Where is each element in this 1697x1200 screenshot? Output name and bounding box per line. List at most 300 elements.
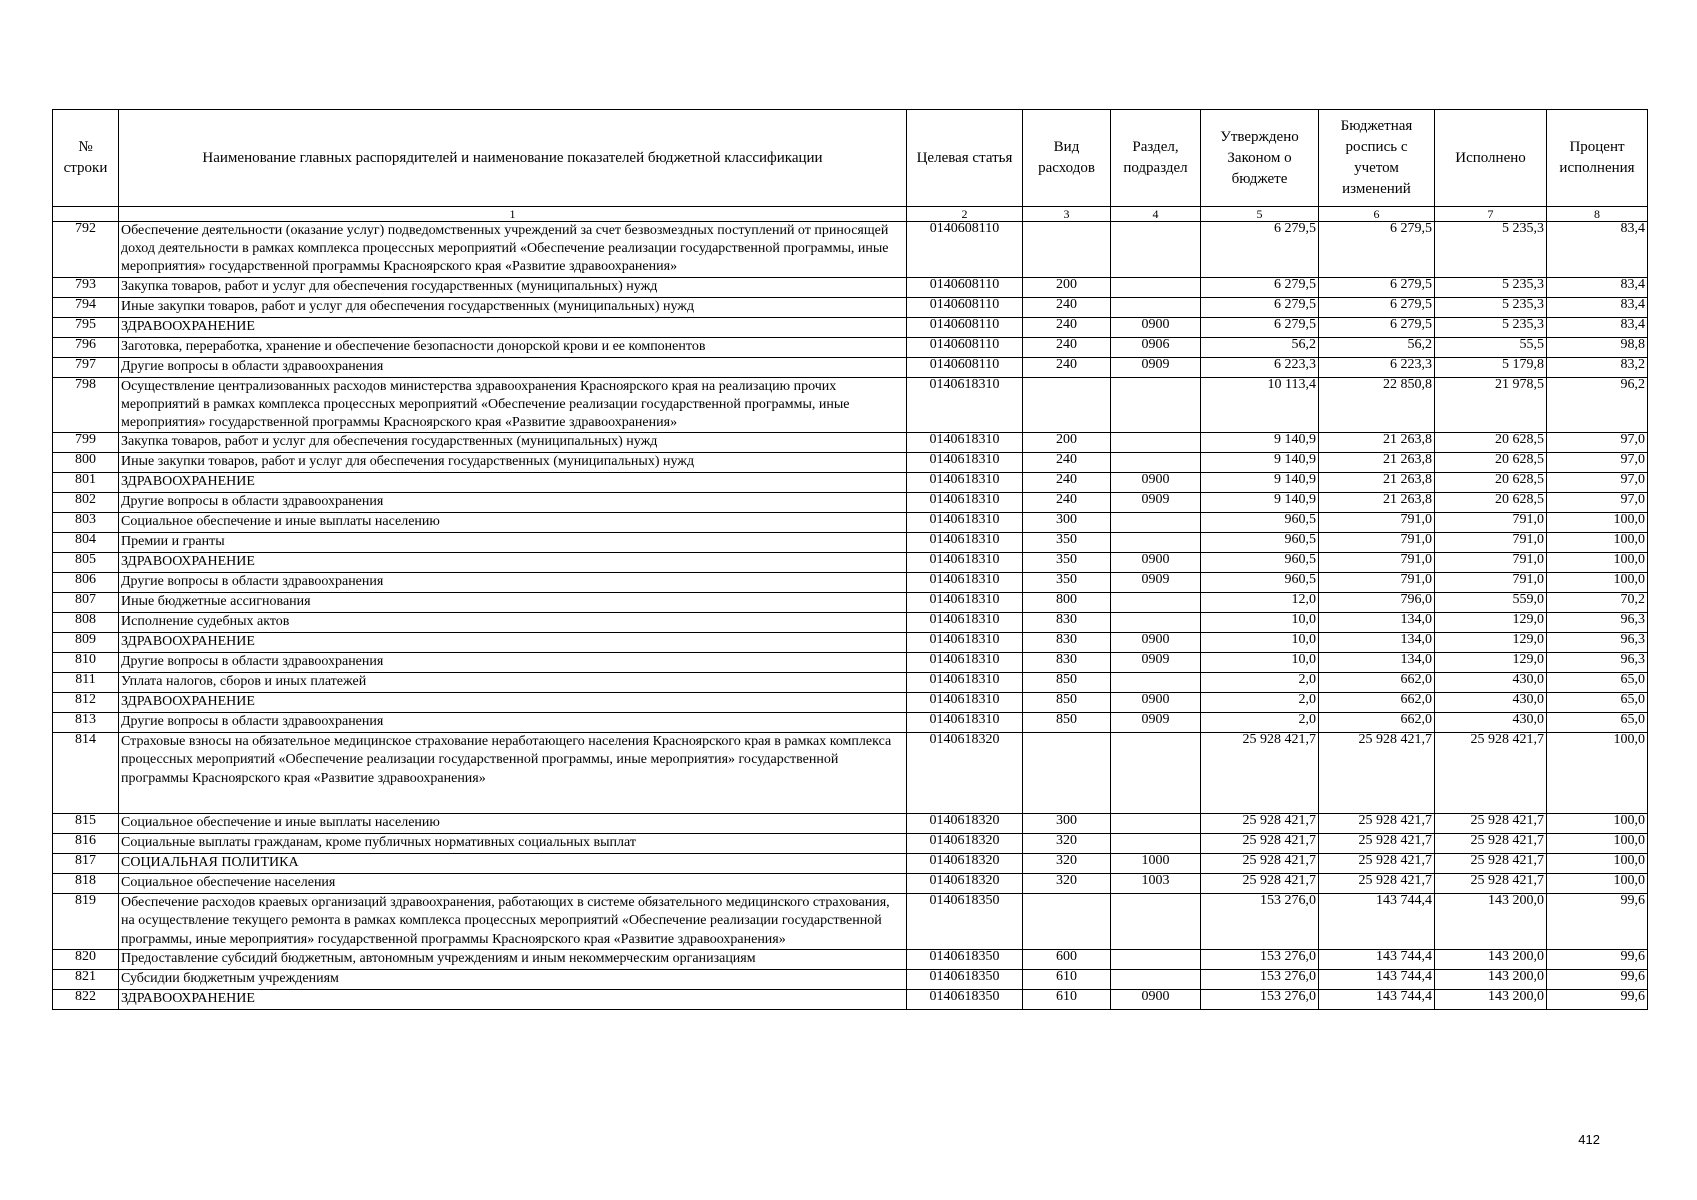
target-article-cell: 0140618320 xyxy=(907,834,1023,854)
section-cell xyxy=(1111,894,1201,950)
section-cell xyxy=(1111,513,1201,533)
row-number-cell: 809 xyxy=(53,633,119,653)
column-number: 2 xyxy=(907,207,1023,222)
approved-amount-cell: 9 140,9 xyxy=(1201,433,1319,453)
expense-kind-cell: 350 xyxy=(1023,553,1111,573)
section-cell: 0909 xyxy=(1111,653,1201,673)
percent-cell: 99,6 xyxy=(1547,949,1648,969)
row-name-cell: Предоставление субсидий бюджетным, автономным учреждениям и иным некоммерческим организациям xyxy=(119,949,907,969)
section-cell xyxy=(1111,533,1201,553)
approved-amount-cell: 25 928 421,7 xyxy=(1201,733,1319,814)
table-row xyxy=(53,673,1648,693)
row-number-cell: 801 xyxy=(53,473,119,493)
percent-cell: 97,0 xyxy=(1547,473,1648,493)
executed-amount-cell: 430,0 xyxy=(1435,713,1547,733)
planned-amount-cell: 143 744,4 xyxy=(1319,949,1435,969)
executed-amount-cell: 791,0 xyxy=(1435,553,1547,573)
table-row xyxy=(53,337,1648,357)
expense-kind-cell: 610 xyxy=(1023,969,1111,989)
percent-cell: 100,0 xyxy=(1547,573,1648,593)
row-name-cell: ЗДРАВООХРАНЕНИЕ xyxy=(119,317,907,337)
expense-kind-cell: 240 xyxy=(1023,453,1111,473)
executed-amount-cell: 430,0 xyxy=(1435,673,1547,693)
target-article-cell: 0140618310 xyxy=(907,573,1023,593)
planned-amount-cell: 56,2 xyxy=(1319,337,1435,357)
section-cell xyxy=(1111,297,1201,317)
page-number: 412 xyxy=(1578,1132,1600,1147)
approved-amount-cell: 10,0 xyxy=(1201,613,1319,633)
percent-cell: 65,0 xyxy=(1547,673,1648,693)
row-name-cell: Осуществление централизованных расходов министерства здравоохранения Красноярского края на реализацию прочих мероприятий в рамках комплекса процессных мероприятий «Обеспечение реализации государственной программы, иные мероприятия» государственной программы Красноярского края «Развитие здравоохранения» xyxy=(119,377,907,433)
percent-cell: 97,0 xyxy=(1547,493,1648,513)
section-cell: 1003 xyxy=(1111,874,1201,894)
header-percent: Процент исполнения xyxy=(1547,110,1648,207)
section-cell xyxy=(1111,433,1201,453)
row-number-cell: 813 xyxy=(53,713,119,733)
planned-amount-cell: 25 928 421,7 xyxy=(1319,854,1435,874)
planned-amount-cell: 21 263,8 xyxy=(1319,433,1435,453)
planned-amount-cell: 6 279,5 xyxy=(1319,222,1435,278)
percent-cell: 99,6 xyxy=(1547,894,1648,950)
table-row xyxy=(53,989,1648,1009)
approved-amount-cell: 6 223,3 xyxy=(1201,357,1319,377)
percent-cell: 98,8 xyxy=(1547,337,1648,357)
table-row xyxy=(53,453,1648,473)
percent-cell: 70,2 xyxy=(1547,593,1648,613)
table-row xyxy=(53,874,1648,894)
executed-amount-cell: 430,0 xyxy=(1435,693,1547,713)
approved-amount-cell: 153 276,0 xyxy=(1201,969,1319,989)
approved-amount-cell: 25 928 421,7 xyxy=(1201,834,1319,854)
row-number-cell: 803 xyxy=(53,513,119,533)
expense-kind-cell: 240 xyxy=(1023,473,1111,493)
percent-cell: 100,0 xyxy=(1547,553,1648,573)
expense-kind-cell xyxy=(1023,733,1111,814)
planned-amount-cell: 134,0 xyxy=(1319,613,1435,633)
row-number-cell: 797 xyxy=(53,357,119,377)
percent-cell: 83,2 xyxy=(1547,357,1648,377)
row-name-cell: ЗДРАВООХРАНЕНИЕ xyxy=(119,553,907,573)
target-article-cell: 0140618350 xyxy=(907,969,1023,989)
expense-kind-cell xyxy=(1023,894,1111,950)
target-article-cell: 0140618310 xyxy=(907,433,1023,453)
section-cell: 0909 xyxy=(1111,357,1201,377)
row-name-cell: Иные закупки товаров, работ и услуг для обеспечения государственных (муниципальных) нужд xyxy=(119,297,907,317)
approved-amount-cell: 6 279,5 xyxy=(1201,222,1319,278)
section-cell: 0909 xyxy=(1111,713,1201,733)
executed-amount-cell: 25 928 421,7 xyxy=(1435,874,1547,894)
expense-kind-cell: 850 xyxy=(1023,673,1111,693)
expense-kind-cell: 850 xyxy=(1023,693,1111,713)
planned-amount-cell: 143 744,4 xyxy=(1319,894,1435,950)
table-row xyxy=(53,613,1648,633)
table-row xyxy=(53,593,1648,613)
expense-kind-cell: 320 xyxy=(1023,854,1111,874)
target-article-cell: 0140618350 xyxy=(907,989,1023,1009)
header-target-article: Целевая статья xyxy=(907,110,1023,207)
planned-amount-cell: 791,0 xyxy=(1319,553,1435,573)
planned-amount-cell: 6 279,5 xyxy=(1319,297,1435,317)
planned-amount-cell: 791,0 xyxy=(1319,573,1435,593)
target-article-cell: 0140618320 xyxy=(907,733,1023,814)
planned-amount-cell: 662,0 xyxy=(1319,713,1435,733)
planned-amount-cell: 25 928 421,7 xyxy=(1319,874,1435,894)
percent-cell: 99,6 xyxy=(1547,969,1648,989)
section-cell: 0900 xyxy=(1111,693,1201,713)
row-number-cell: 799 xyxy=(53,433,119,453)
column-number-blank xyxy=(53,207,119,222)
header-name: Наименование главных распорядителей и наименование показателей бюджетной классификации xyxy=(119,110,907,207)
planned-amount-cell: 21 263,8 xyxy=(1319,453,1435,473)
table-row xyxy=(53,713,1648,733)
row-number-cell: 804 xyxy=(53,533,119,553)
section-cell: 0900 xyxy=(1111,473,1201,493)
section-cell xyxy=(1111,377,1201,433)
section-cell xyxy=(1111,593,1201,613)
target-article-cell: 0140608110 xyxy=(907,317,1023,337)
target-article-cell: 0140618310 xyxy=(907,653,1023,673)
table-row xyxy=(53,377,1648,433)
row-number-cell: 807 xyxy=(53,593,119,613)
row-name-cell: Другие вопросы в области здравоохранения xyxy=(119,713,907,733)
expense-kind-cell: 830 xyxy=(1023,653,1111,673)
header-planned: Бюджетная роспись с учетом изменений xyxy=(1319,110,1435,207)
row-name-cell: Обеспечение расходов краевых организаций здравоохранения, работающих в системе обязательного медицинского страхования, на осуществление текущего ремонта в рамках комплекса процессных мероприятий «Обеспечение реализации государственной программы, иные мероприятия» государственной программы Красноярского края «Развитие здравоохранения» xyxy=(119,894,907,950)
expense-kind-cell: 350 xyxy=(1023,573,1111,593)
target-article-cell: 0140608110 xyxy=(907,337,1023,357)
executed-amount-cell: 129,0 xyxy=(1435,613,1547,633)
target-article-cell: 0140618310 xyxy=(907,633,1023,653)
table-row xyxy=(53,297,1648,317)
target-article-cell: 0140618310 xyxy=(907,673,1023,693)
approved-amount-cell: 2,0 xyxy=(1201,693,1319,713)
approved-amount-cell: 960,5 xyxy=(1201,553,1319,573)
section-cell xyxy=(1111,453,1201,473)
planned-amount-cell: 662,0 xyxy=(1319,693,1435,713)
executed-amount-cell: 25 928 421,7 xyxy=(1435,834,1547,854)
approved-amount-cell: 9 140,9 xyxy=(1201,493,1319,513)
table-body xyxy=(53,222,1648,1010)
table-row xyxy=(53,317,1648,337)
target-article-cell: 0140608110 xyxy=(907,297,1023,317)
row-number-cell: 798 xyxy=(53,377,119,433)
column-number: 4 xyxy=(1111,207,1201,222)
section-cell xyxy=(1111,834,1201,854)
planned-amount-cell: 25 928 421,7 xyxy=(1319,733,1435,814)
approved-amount-cell: 6 279,5 xyxy=(1201,317,1319,337)
row-number-cell: 815 xyxy=(53,814,119,834)
approved-amount-cell: 153 276,0 xyxy=(1201,894,1319,950)
row-number-cell: 802 xyxy=(53,493,119,513)
approved-amount-cell: 9 140,9 xyxy=(1201,473,1319,493)
row-name-cell: Уплата налогов, сборов и иных платежей xyxy=(119,673,907,693)
approved-amount-cell: 960,5 xyxy=(1201,533,1319,553)
table-row xyxy=(53,834,1648,854)
section-cell: 0900 xyxy=(1111,553,1201,573)
approved-amount-cell: 56,2 xyxy=(1201,337,1319,357)
row-name-cell: Социальное обеспечение и иные выплаты населению xyxy=(119,814,907,834)
table-row xyxy=(53,433,1648,453)
target-article-cell: 0140618310 xyxy=(907,513,1023,533)
target-article-cell: 0140618310 xyxy=(907,693,1023,713)
planned-amount-cell: 143 744,4 xyxy=(1319,989,1435,1009)
executed-amount-cell: 20 628,5 xyxy=(1435,453,1547,473)
target-article-cell: 0140618310 xyxy=(907,553,1023,573)
header-approved: Утверждено Законом о бюджете xyxy=(1201,110,1319,207)
row-name-cell: Исполнение судебных актов xyxy=(119,613,907,633)
row-name-cell: Премии и гранты xyxy=(119,533,907,553)
target-article-cell: 0140618320 xyxy=(907,854,1023,874)
percent-cell: 100,0 xyxy=(1547,874,1648,894)
row-name-cell: Социальное обеспечение и иные выплаты населению xyxy=(119,513,907,533)
approved-amount-cell: 25 928 421,7 xyxy=(1201,814,1319,834)
table-row xyxy=(53,493,1648,513)
row-number-cell: 821 xyxy=(53,969,119,989)
section-cell: 0906 xyxy=(1111,337,1201,357)
planned-amount-cell: 25 928 421,7 xyxy=(1319,814,1435,834)
approved-amount-cell: 2,0 xyxy=(1201,713,1319,733)
executed-amount-cell: 5 235,3 xyxy=(1435,297,1547,317)
header-row-number: № строки xyxy=(53,110,119,207)
approved-amount-cell: 2,0 xyxy=(1201,673,1319,693)
percent-cell: 96,3 xyxy=(1547,613,1648,633)
expense-kind-cell: 240 xyxy=(1023,317,1111,337)
table-row xyxy=(53,894,1648,950)
row-number-cell: 820 xyxy=(53,949,119,969)
row-name-cell: Закупка товаров, работ и услуг для обеспечения государственных (муниципальных) нужд xyxy=(119,433,907,453)
budget-execution-table xyxy=(52,109,1648,1010)
executed-amount-cell: 25 928 421,7 xyxy=(1435,733,1547,814)
section-cell xyxy=(1111,814,1201,834)
expense-kind-cell: 320 xyxy=(1023,874,1111,894)
expense-kind-cell: 300 xyxy=(1023,814,1111,834)
target-article-cell: 0140618320 xyxy=(907,874,1023,894)
approved-amount-cell: 6 279,5 xyxy=(1201,297,1319,317)
section-cell xyxy=(1111,673,1201,693)
header-executed: Исполнено xyxy=(1435,110,1547,207)
row-name-cell: Другие вопросы в области здравоохранения xyxy=(119,653,907,673)
percent-cell: 100,0 xyxy=(1547,533,1648,553)
target-article-cell: 0140618310 xyxy=(907,713,1023,733)
section-cell xyxy=(1111,222,1201,278)
column-number: 5 xyxy=(1201,207,1319,222)
percent-cell: 83,4 xyxy=(1547,222,1648,278)
row-name-cell: СОЦИАЛЬНАЯ ПОЛИТИКА xyxy=(119,854,907,874)
percent-cell: 100,0 xyxy=(1547,854,1648,874)
row-number-cell: 794 xyxy=(53,297,119,317)
row-number-cell: 814 xyxy=(53,733,119,814)
target-article-cell: 0140618310 xyxy=(907,493,1023,513)
expense-kind-cell: 300 xyxy=(1023,513,1111,533)
row-name-cell: Социальные выплаты гражданам, кроме публичных нормативных социальных выплат xyxy=(119,834,907,854)
approved-amount-cell: 153 276,0 xyxy=(1201,949,1319,969)
executed-amount-cell: 5 235,3 xyxy=(1435,222,1547,278)
target-article-cell: 0140608110 xyxy=(907,277,1023,297)
planned-amount-cell: 134,0 xyxy=(1319,633,1435,653)
executed-amount-cell: 55,5 xyxy=(1435,337,1547,357)
expense-kind-cell xyxy=(1023,377,1111,433)
row-number-cell: 806 xyxy=(53,573,119,593)
row-number-cell: 808 xyxy=(53,613,119,633)
table-row xyxy=(53,854,1648,874)
row-name-cell: Иные закупки товаров, работ и услуг для обеспечения государственных (муниципальных) нужд xyxy=(119,453,907,473)
table-row xyxy=(53,357,1648,377)
table-row xyxy=(53,733,1648,814)
expense-kind-cell: 350 xyxy=(1023,533,1111,553)
table-row xyxy=(53,814,1648,834)
planned-amount-cell: 25 928 421,7 xyxy=(1319,834,1435,854)
planned-amount-cell: 791,0 xyxy=(1319,533,1435,553)
section-cell xyxy=(1111,949,1201,969)
executed-amount-cell: 5 235,3 xyxy=(1435,277,1547,297)
table-row xyxy=(53,222,1648,278)
table-row xyxy=(53,513,1648,533)
row-number-cell: 817 xyxy=(53,854,119,874)
planned-amount-cell: 143 744,4 xyxy=(1319,969,1435,989)
approved-amount-cell: 10 113,4 xyxy=(1201,377,1319,433)
column-number: 6 xyxy=(1319,207,1435,222)
section-cell: 0909 xyxy=(1111,573,1201,593)
planned-amount-cell: 796,0 xyxy=(1319,593,1435,613)
executed-amount-cell: 25 928 421,7 xyxy=(1435,854,1547,874)
table-row xyxy=(53,473,1648,493)
row-name-cell: Другие вопросы в области здравоохранения xyxy=(119,573,907,593)
expense-kind-cell: 830 xyxy=(1023,613,1111,633)
planned-amount-cell: 791,0 xyxy=(1319,513,1435,533)
row-name-cell: ЗДРАВООХРАНЕНИЕ xyxy=(119,633,907,653)
section-cell xyxy=(1111,969,1201,989)
row-name-cell: ЗДРАВООХРАНЕНИЕ xyxy=(119,473,907,493)
row-number-cell: 812 xyxy=(53,693,119,713)
row-number-cell: 811 xyxy=(53,673,119,693)
planned-amount-cell: 6 279,5 xyxy=(1319,317,1435,337)
section-cell: 0900 xyxy=(1111,317,1201,337)
executed-amount-cell: 791,0 xyxy=(1435,513,1547,533)
row-number-cell: 792 xyxy=(53,222,119,278)
row-number-cell: 796 xyxy=(53,337,119,357)
approved-amount-cell: 10,0 xyxy=(1201,633,1319,653)
executed-amount-cell: 791,0 xyxy=(1435,533,1547,553)
row-name-cell: Социальное обеспечение населения xyxy=(119,874,907,894)
executed-amount-cell: 21 978,5 xyxy=(1435,377,1547,433)
table-row xyxy=(53,653,1648,673)
executed-amount-cell: 129,0 xyxy=(1435,633,1547,653)
executed-amount-cell: 20 628,5 xyxy=(1435,473,1547,493)
executed-amount-cell: 25 928 421,7 xyxy=(1435,814,1547,834)
section-cell: 0900 xyxy=(1111,633,1201,653)
section-cell: 0900 xyxy=(1111,989,1201,1009)
section-cell xyxy=(1111,733,1201,814)
executed-amount-cell: 559,0 xyxy=(1435,593,1547,613)
executed-amount-cell: 5 179,8 xyxy=(1435,357,1547,377)
executed-amount-cell: 143 200,0 xyxy=(1435,949,1547,969)
expense-kind-cell: 800 xyxy=(1023,593,1111,613)
row-number-cell: 819 xyxy=(53,894,119,950)
executed-amount-cell: 5 235,3 xyxy=(1435,317,1547,337)
header-section: Раздел, подраздел xyxy=(1111,110,1201,207)
column-number: 8 xyxy=(1547,207,1648,222)
expense-kind-cell: 610 xyxy=(1023,989,1111,1009)
section-cell: 1000 xyxy=(1111,854,1201,874)
approved-amount-cell: 960,5 xyxy=(1201,573,1319,593)
percent-cell: 83,4 xyxy=(1547,277,1648,297)
target-article-cell: 0140618310 xyxy=(907,473,1023,493)
row-number-cell: 822 xyxy=(53,989,119,1009)
target-article-cell: 0140618350 xyxy=(907,949,1023,969)
planned-amount-cell: 21 263,8 xyxy=(1319,493,1435,513)
header-row xyxy=(53,110,1648,207)
planned-amount-cell: 6 223,3 xyxy=(1319,357,1435,377)
section-cell xyxy=(1111,277,1201,297)
header-expense-kind: Вид расходов xyxy=(1023,110,1111,207)
row-name-cell: Иные бюджетные ассигнования xyxy=(119,593,907,613)
section-cell: 0909 xyxy=(1111,493,1201,513)
percent-cell: 65,0 xyxy=(1547,713,1648,733)
column-number: 3 xyxy=(1023,207,1111,222)
expense-kind-cell: 600 xyxy=(1023,949,1111,969)
target-article-cell: 0140618310 xyxy=(907,453,1023,473)
section-cell xyxy=(1111,613,1201,633)
percent-cell: 100,0 xyxy=(1547,834,1648,854)
percent-cell: 100,0 xyxy=(1547,733,1648,814)
table-row xyxy=(53,633,1648,653)
target-article-cell: 0140618310 xyxy=(907,613,1023,633)
planned-amount-cell: 21 263,8 xyxy=(1319,473,1435,493)
expense-kind-cell xyxy=(1023,222,1111,278)
row-number-cell: 795 xyxy=(53,317,119,337)
percent-cell: 96,2 xyxy=(1547,377,1648,433)
percent-cell: 83,4 xyxy=(1547,297,1648,317)
percent-cell: 100,0 xyxy=(1547,814,1648,834)
row-number-cell: 810 xyxy=(53,653,119,673)
approved-amount-cell: 9 140,9 xyxy=(1201,453,1319,473)
approved-amount-cell: 960,5 xyxy=(1201,513,1319,533)
percent-cell: 99,6 xyxy=(1547,989,1648,1009)
target-article-cell: 0140618310 xyxy=(907,533,1023,553)
planned-amount-cell: 662,0 xyxy=(1319,673,1435,693)
row-name-cell: Другие вопросы в области здравоохранения xyxy=(119,357,907,377)
approved-amount-cell: 12,0 xyxy=(1201,593,1319,613)
row-name-cell: ЗДРАВООХРАНЕНИЕ xyxy=(119,989,907,1009)
target-article-cell: 0140618320 xyxy=(907,814,1023,834)
row-name-cell: Страховые взносы на обязательное медицинское страхование неработающего населения Красноярского края в рамках комплекса процессных мероприятий «Обеспечение реализации государственной программы, иные мероприятия» государственной программы Красноярского края «Развитие здравоохранения» xyxy=(119,733,907,814)
executed-amount-cell: 143 200,0 xyxy=(1435,969,1547,989)
executed-amount-cell: 791,0 xyxy=(1435,573,1547,593)
row-number-cell: 805 xyxy=(53,553,119,573)
approved-amount-cell: 25 928 421,7 xyxy=(1201,854,1319,874)
expense-kind-cell: 830 xyxy=(1023,633,1111,653)
percent-cell: 97,0 xyxy=(1547,453,1648,473)
row-number-cell: 816 xyxy=(53,834,119,854)
approved-amount-cell: 153 276,0 xyxy=(1201,989,1319,1009)
expense-kind-cell: 320 xyxy=(1023,834,1111,854)
percent-cell: 100,0 xyxy=(1547,513,1648,533)
row-name-cell: Обеспечение деятельности (оказание услуг) подведомственных учреждений за счет безвозмездных поступлений от приносящей доход деятельности в рамках комплекса процессных мероприятий «Обеспечение реализации государственной программы, иные мероприятия» государственной программы Красноярского края «Развитие здравоохранения» xyxy=(119,222,907,278)
row-name-cell: Закупка товаров, работ и услуг для обеспечения государственных (муниципальных) нужд xyxy=(119,277,907,297)
row-name-cell: Заготовка, переработка, хранение и обеспечение безопасности донорской крови и ее компонентов xyxy=(119,337,907,357)
executed-amount-cell: 143 200,0 xyxy=(1435,989,1547,1009)
expense-kind-cell: 850 xyxy=(1023,713,1111,733)
row-name-cell: ЗДРАВООХРАНЕНИЕ xyxy=(119,693,907,713)
approved-amount-cell: 25 928 421,7 xyxy=(1201,874,1319,894)
target-article-cell: 0140618310 xyxy=(907,377,1023,433)
approved-amount-cell: 10,0 xyxy=(1201,653,1319,673)
planned-amount-cell: 22 850,8 xyxy=(1319,377,1435,433)
percent-cell: 65,0 xyxy=(1547,693,1648,713)
executed-amount-cell: 20 628,5 xyxy=(1435,433,1547,453)
percent-cell: 96,3 xyxy=(1547,633,1648,653)
planned-amount-cell: 134,0 xyxy=(1319,653,1435,673)
